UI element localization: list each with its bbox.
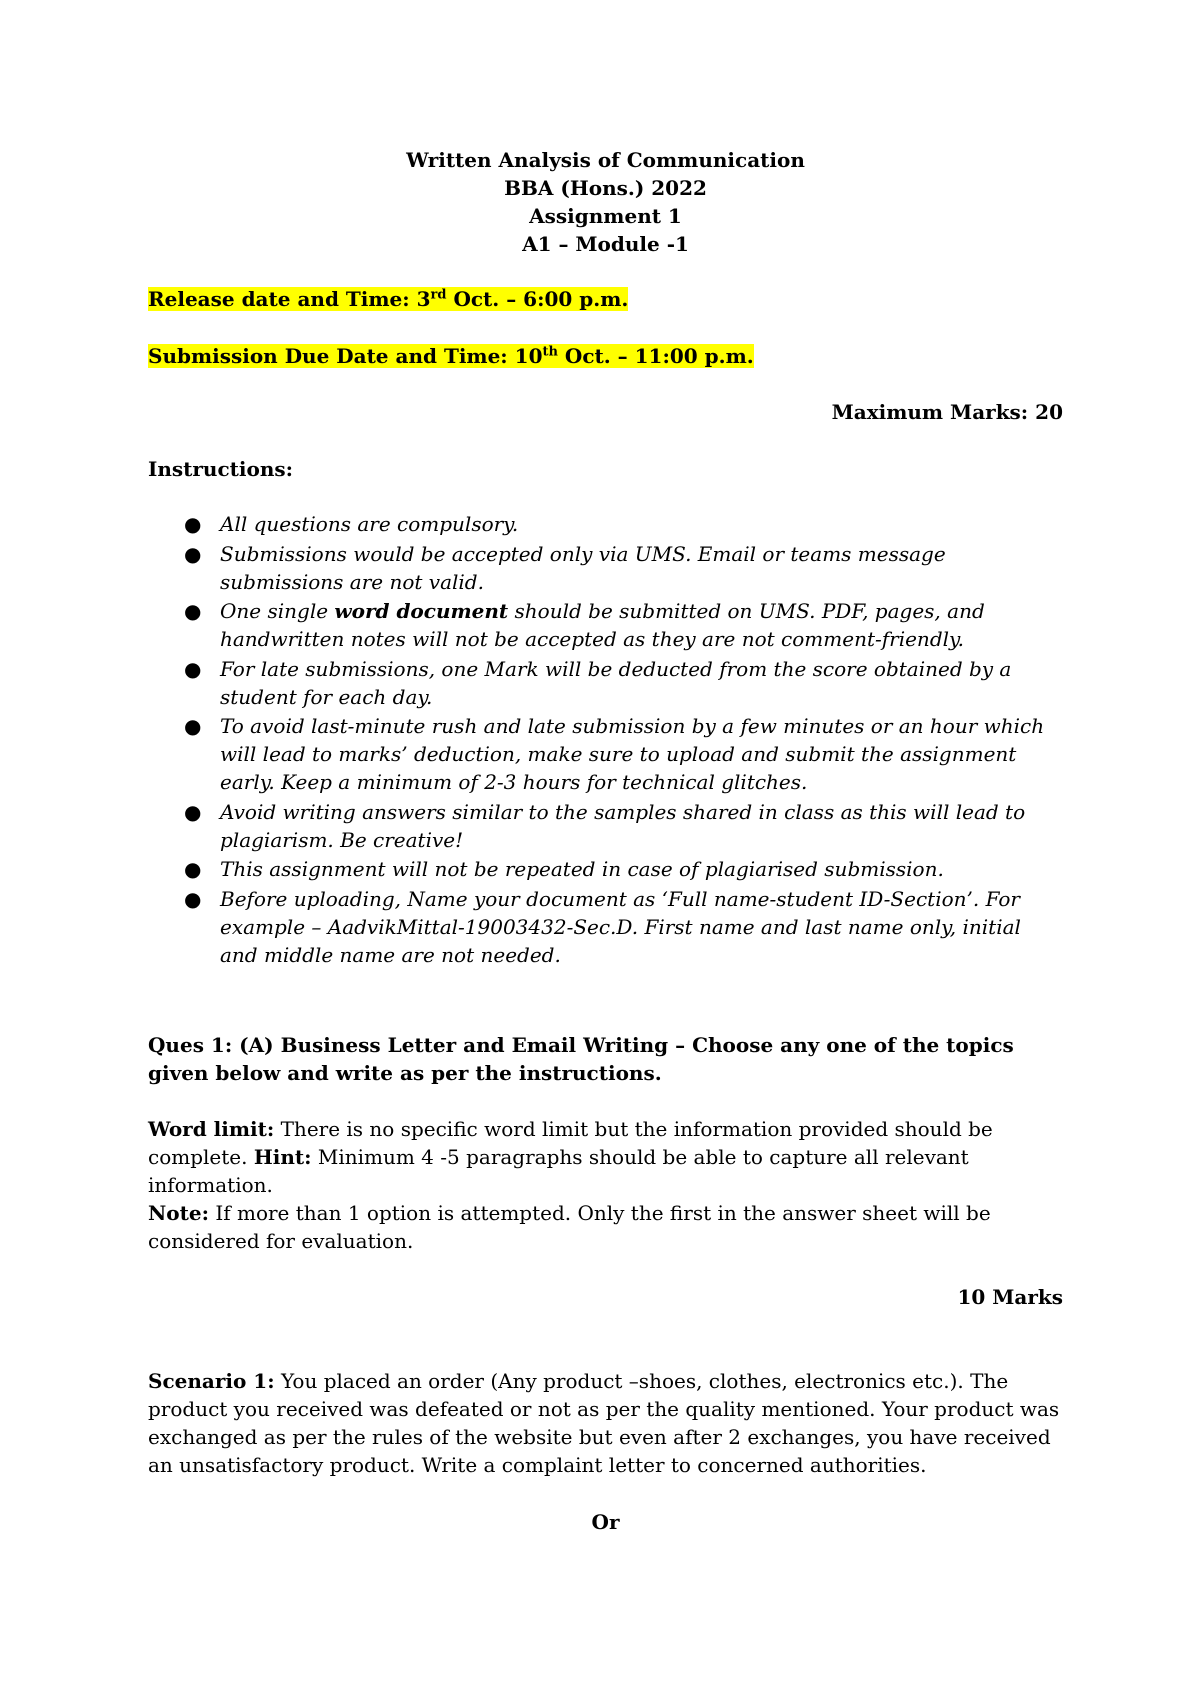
release-date-sup: rd bbox=[430, 287, 447, 303]
instruction-text: All questions are compulsory. bbox=[220, 512, 519, 536]
release-date-label: Release date and Time: 3 bbox=[148, 287, 431, 311]
submission-date-label: Submission Due Date and Time: 10 bbox=[148, 344, 543, 368]
instruction-text: Submissions would be accepted only via UMS. Email or teams message submissions are not valid. bbox=[220, 541, 946, 594]
submission-date-highlight bbox=[148, 344, 754, 368]
submission-date-line bbox=[148, 342, 754, 370]
word-limit-label: Word limit: bbox=[148, 1117, 275, 1141]
instruction-item bbox=[184, 655, 1063, 711]
release-date-rest: Oct. – 6:00 p.m. bbox=[446, 287, 629, 311]
instruction-text: For late submissions, one Mark will be deducted from the score obtained by a student for each day. bbox=[220, 656, 1012, 709]
instruction-text: To avoid last-minute rush and late submission by a few minutes or an hour which will lead to marks’ deduction, make sure to upload and submit the assignment early. Keep a minimum of 2-3 hours for technical glitches. bbox=[220, 714, 1045, 794]
instruction-text: This assignment will not be repeated in case of plagiarised submission. bbox=[220, 857, 944, 881]
or-separator: Or bbox=[591, 1510, 620, 1534]
word-document-emphasis: word document bbox=[334, 599, 509, 623]
release-date-line bbox=[148, 285, 628, 313]
bullet-icon: ● bbox=[184, 886, 202, 911]
note-label: Note: bbox=[148, 1201, 209, 1225]
instruction-text: Before uploading, Name your document as ‘Full name-student ID-Section’. For example – AadvikMittal-19003432-Sec.D. First name and last name only, initial and middle name are not needed. bbox=[220, 886, 1021, 967]
instruction-item bbox=[184, 798, 1063, 854]
bullet-icon: ● bbox=[184, 857, 202, 881]
assignment-title: Assignment 1 bbox=[529, 204, 682, 228]
instruction-item bbox=[184, 712, 1063, 796]
note-text: If more than 1 option is attempted. Only the first in the answer sheet will be considered for evaluation. bbox=[148, 1201, 991, 1253]
instruction-text: should be submitted on UMS. PDF, pages, and handwritten notes will not be accepted as they are not comment-friendly. bbox=[220, 599, 985, 651]
program-title: BBA (Hons.) 2022 bbox=[504, 176, 707, 200]
instruction-text: One single bbox=[220, 599, 335, 623]
title-block bbox=[148, 146, 1063, 258]
scenario-1-paragraph bbox=[148, 1367, 1063, 1479]
release-date-highlight bbox=[148, 287, 628, 311]
instruction-text: Avoid writing answers similar to the samples shared in class as this will lead to plagiarism. Be creative! bbox=[220, 799, 1026, 852]
instructions-heading: Instructions: bbox=[148, 457, 294, 481]
module-title: A1 – Module -1 bbox=[522, 232, 689, 256]
word-limit-paragraph bbox=[148, 1115, 1063, 1199]
note-paragraph bbox=[148, 1199, 1063, 1255]
bullet-icon: ● bbox=[184, 656, 202, 681]
instruction-item bbox=[184, 855, 1063, 883]
maximum-marks: Maximum Marks: 20 bbox=[831, 400, 1063, 424]
bullet-icon: ● bbox=[184, 799, 202, 824]
instruction-item bbox=[184, 510, 1063, 538]
submission-date-rest: Oct. – 11:00 p.m. bbox=[557, 344, 754, 368]
question-1-marks: 10 Marks bbox=[957, 1285, 1063, 1309]
bullet-icon: ● bbox=[184, 599, 202, 623]
course-title: Written Analysis of Communication bbox=[406, 148, 805, 172]
instructions-list bbox=[148, 510, 1063, 970]
instruction-item bbox=[184, 540, 1063, 596]
bullet-icon: ● bbox=[184, 714, 202, 738]
bullet-icon: ● bbox=[184, 512, 202, 536]
submission-date-sup: th bbox=[542, 344, 558, 360]
word-limit-text: There is no specific word limit but the information provided should be complete. bbox=[148, 1117, 993, 1169]
instruction-item bbox=[184, 885, 1063, 969]
scenario-1-text: You placed an order (Any product –shoes, clothes, electronics etc.). The product you received was defeated or not as per the quality mentioned. Your product was exchanged as per the rules of the website but even after 2 exchanges, you have received an unsatisfactory product. Write a complaint letter to concerned authorities. bbox=[148, 1369, 1060, 1477]
bullet-icon: ● bbox=[184, 541, 202, 566]
scenario-1-label: Scenario 1: bbox=[148, 1369, 275, 1393]
hint-label: Hint: bbox=[253, 1145, 312, 1169]
question-1-heading: Ques 1: (A) Business Letter and Email Writing – Choose any one of the topics given below and write as per the instructions. bbox=[148, 1033, 1014, 1085]
hint-text: Minimum 4 -5 paragraphs should be able to capture all relevant information. bbox=[148, 1145, 969, 1197]
instruction-item bbox=[184, 597, 1063, 653]
